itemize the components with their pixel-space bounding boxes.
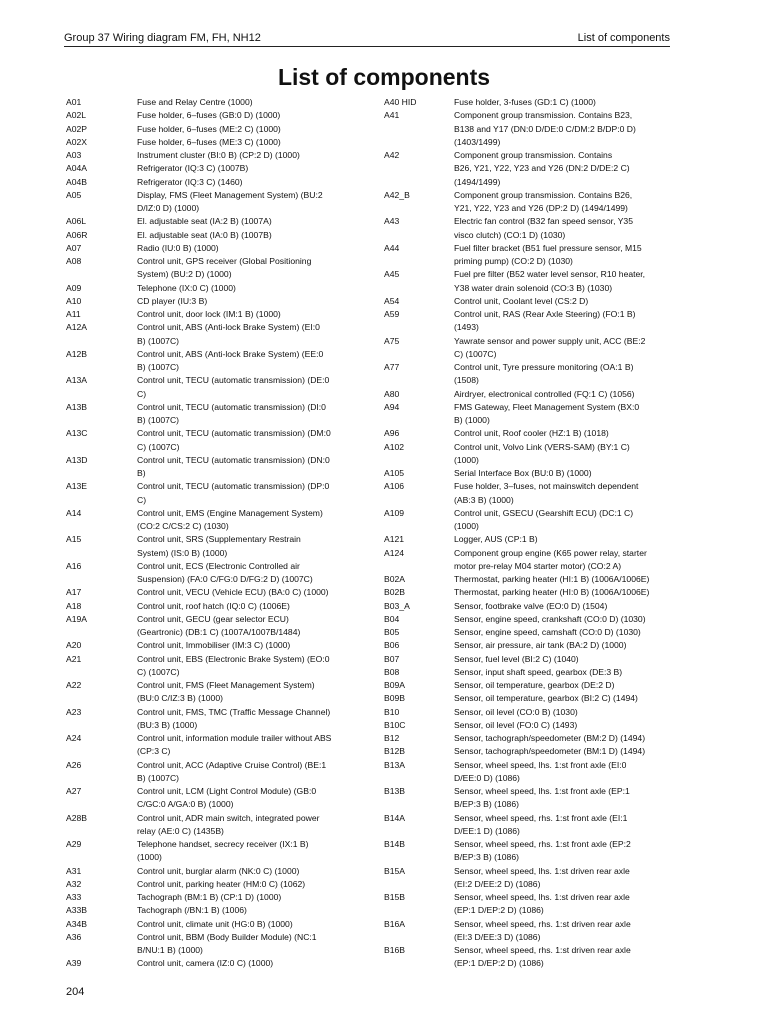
component-description: Control unit, burglar alarm (NK:0 C) (1000) [137,865,300,876]
header-title: Group 37 Wiring diagram FM, FH, NH12 [64,32,261,44]
component-entry [66,600,366,613]
component-description: Control unit, Volvo Link (VERS-SAM) (BY:1 C) (1000) [454,441,630,465]
component-description: Telephone handset, secrecy receiver (IX:1 B) (1000) [137,839,309,863]
component-description: Electric fan control (B32 fan speed sensor, Y35 visco clutch) (CO:1 D) (1030) [454,216,633,240]
component-description: Thermostat, parking heater (HI:1 B) (1006A/1006E) [454,574,650,584]
component-description: Refrigerator (IQ:3 C) (1007B) [137,163,249,174]
component-code: B15A [384,865,406,876]
component-entry [384,361,684,388]
component-code: B07 [384,653,400,664]
component-code: B16B [384,945,406,955]
component-code: A23 [66,706,82,717]
component-code: B10 [384,706,400,717]
components-list-right [384,96,684,971]
component-entry [384,918,684,945]
component-description: Control unit, ECS (Electronic Controlled air Suspension) (FA:0 C/FG:0 D/FG:2 D) (1007C) [137,560,313,584]
component-code: A45 [384,269,400,280]
component-code: B13B [384,786,406,796]
component-code: A26 [66,759,82,770]
component-description: Control unit, climate unit (HG:0 B) (1000) [137,918,293,929]
component-description: Thermostat, parking heater (HI:0 B) (1006A/1006E) [454,587,650,598]
component-description: Control unit, information module trailer without ABS (CP:3 C) [137,733,332,757]
component-entry [66,904,366,917]
component-entry [66,454,366,481]
component-description: Sensor, input shaft speed, gearbox (DE:3 B) [454,666,623,677]
component-description: Sensor, wheel speed, rhs. 1:st driven rear axle (EP:1 D/EP:2 D) (1086) [454,945,631,969]
component-code: B16A [384,918,406,929]
component-description: Sensor, wheel speed, rhs. 1:st front axle (EP:2 B/EP:3 B) (1086) [454,839,631,863]
component-code: A01 [66,97,82,107]
component-description: Control unit, TECU (automatic transmission) (DI:0 B) (1007C) [137,401,326,425]
component-description: Sensor, engine speed, camshaft (CO:0 D) (1030) [454,627,641,637]
component-code: A77 [384,362,400,372]
component-code: A13A [66,375,88,386]
component-code: A11 [66,309,81,319]
component-entry [66,560,366,587]
component-code: A109 [384,507,405,518]
component-code: A59 [384,309,400,319]
component-description: Component group transmission. Contains B26, Y21, Y22, Y23 and Y26 (DP:2 D) (1494/1499) [454,189,633,213]
component-entry [66,653,366,680]
component-entry [66,215,366,228]
component-entry [66,812,366,839]
component-entry [384,692,684,705]
component-description: Fuse holder, 6–fuses (GB:0 D) (1000) [137,110,281,121]
component-code: B15B [384,892,406,902]
component-code: A40 HID [384,97,417,107]
component-description: Control unit, door lock (IM:1 B) (1000) [137,309,281,319]
component-entry [66,123,366,136]
component-description: Sensor, tachograph/speedometer (BM:2 D) (1494) [454,733,646,743]
component-entry [384,96,684,109]
component-description: Control unit, TECU (automatic transmission) (DN:0 B) [137,454,330,478]
component-code: A32 [66,878,82,889]
component-code: A105 [384,468,405,478]
component-description: Control unit, GECU (gear selector ECU) (Geartronic) (DB:1 C) (1007A/1007B/1484) [137,613,301,637]
component-code: A44 [384,242,400,253]
component-code: A13C [66,428,88,439]
component-code: A15 [66,534,82,545]
component-description: El. adjustable seat (IA:0 B) (1007B) [137,229,272,240]
component-entry [66,348,366,375]
component-description: Sensor, tachograph/speedometer (BM:1 D) (1494) [454,746,646,757]
component-entry [384,268,684,295]
component-code: A28B [66,812,88,823]
component-entry [66,136,366,149]
component-code: A12A [66,322,88,333]
component-entry [384,427,684,440]
component-code: A13E [66,481,88,492]
component-entry [384,944,684,971]
component-entry [66,957,366,970]
component-entry [384,149,684,189]
component-code: A124 [384,547,405,558]
component-code: A10 [66,295,82,306]
component-description: Telephone (IX:0 C) (1000) [137,282,236,293]
component-description: Refrigerator (IQ:3 C) (1460) [137,176,243,187]
component-code: A02L [66,110,87,121]
component-description: Control unit, ABS (Anti-lock Brake System) (EI:0 B) (1007C) [137,322,320,346]
component-description: Sensor, engine speed, crankshaft (CO:0 D) (1030) [454,613,646,624]
component-description: Control unit, FMS, TMC (Traffic Message Channel) (BU:3 B) (1000) [137,706,331,730]
component-description: Sensor, wheel speed, lhs. 1:st front axle (EI:0 D/EE:0 D) (1086) [454,759,627,783]
component-code: A75 [384,335,400,346]
component-code: A39 [66,958,82,969]
component-code: A42_B [384,189,410,200]
component-description: Control unit, GPS receiver (Global Positioning System) (BU:2 D) (1000) [137,256,312,280]
component-entry [384,388,684,401]
component-description: Control unit, ACC (Adaptive Cruise Control) (BE:1 B) (1007C) [137,759,327,783]
component-code: A06L [66,216,87,227]
component-entry [384,706,684,719]
component-entry [66,374,366,401]
component-description: Display, FMS (Fleet Management System) (BU:2 D/IZ:0 D) (1000) [137,189,323,213]
component-code: B08 [384,666,400,677]
component-description: Sensor, oil level (CO:0 B) (1030) [454,706,578,717]
component-entry [66,891,366,904]
component-description: Component group transmission. Contains B23, B138 and Y17 (DN:0 D/DE:0 C/DM:2 B/DP:0 D) (1403/1499) [454,110,636,147]
component-entry [66,732,366,759]
component-description: Airdryer, electronical controlled (FQ:1 C) (1056) [454,388,635,399]
component-entry [66,109,366,122]
page-title: List of components [277,64,491,90]
component-description: Control unit, TECU (automatic transmission) (DE:0 C) [137,375,330,399]
component-code: A106 [384,481,405,492]
component-entry [66,533,366,560]
component-entry [384,547,684,574]
component-code: A27 [66,786,82,796]
component-description: Control unit, SRS (Supplementary Restrain System) (IS:0 B) (1000) [137,534,301,558]
component-description: Sensor, air pressure, air tank (BA:2 D) (1000) [454,640,627,651]
component-description: Control unit, Immobiliser (IM:3 C) (1000) [137,640,291,651]
component-code: A36 [66,931,82,942]
component-description: Control unit, EBS (Electronic Brake System) (EO:0 C) (1007C) [137,653,330,677]
component-code: B05 [384,627,400,637]
component-entry [384,441,684,468]
component-entry [384,759,684,786]
component-entry [384,732,684,745]
component-code: A19A [66,613,88,624]
component-description: Sensor, oil temperature, gearbox (BI:2 C) (1494) [454,693,638,704]
component-description: Tachograph (BM:1 B) (CP:1 D) (1000) [137,892,282,902]
component-code: A121 [384,534,405,545]
component-entry [384,189,684,216]
component-description: Yawrate sensor and power supply unit, ACC (BE:2 C) (1007C) [454,335,646,359]
component-code: A29 [66,839,82,849]
component-description: Control unit, ABS (Anti-lock Brake System) (EE:0 B) (1007C) [137,348,324,372]
component-description: Sensor, oil temperature, gearbox (DE:2 D) [454,680,615,690]
component-code: B09A [384,680,406,690]
component-entry [384,639,684,652]
component-description: Fuse holder, 3–fuses, not mainswitch dependent (AB:3 B) (1000) [454,481,639,505]
page-number: 204 [66,986,85,998]
component-code: A05 [66,189,82,200]
component-description: Sensor, wheel speed, rhs. 1:st driven rear axle (EI:3 D/EE:3 D) (1086) [454,918,631,942]
component-description: Fuse and Relay Centre (1000) [137,97,253,107]
component-code: A07 [66,242,82,253]
component-description: Fuse holder, 3-fuses (GD:1 C) (1000) [454,97,596,107]
component-entry [384,838,684,865]
component-entry [66,480,366,507]
page-header [64,30,670,47]
component-entry [66,427,366,454]
component-entry [66,865,366,878]
component-description: CD player (IU:3 B) [137,295,208,306]
component-entry [384,626,684,639]
component-entry [66,931,366,958]
component-entry [66,586,366,599]
component-description: Tachograph (/BN:1 B) (1006) [137,905,247,916]
component-description: Sensor, wheel speed, lhs. 1:st front axle (EP:1 B/EP:3 B) (1086) [454,786,630,810]
component-description: Fuse holder, 6–fuses (ME:2 C) (1000) [137,123,281,134]
component-entry [384,308,684,335]
component-entry [384,785,684,812]
component-entry [384,719,684,732]
component-entry [384,480,684,507]
component-code: B02A [384,574,406,584]
component-entry [66,785,366,812]
component-description: Control unit, ADR main switch, integrated power relay (AE:0 C) (1435B) [137,812,320,836]
component-description: Control unit, TECU (automatic transmission) (DP:0 C) [137,481,330,505]
component-code: A24 [66,733,82,743]
component-entry [66,162,366,175]
component-description: Control unit, parking heater (HM:0 C) (1062) [137,878,306,889]
component-entry [66,679,366,706]
component-description: Sensor, wheel speed, lhs. 1:st driven rear axle (EI:2 D/EE:2 D) (1086) [454,865,630,889]
component-description: Fuel filter bracket (B51 fuel pressure sensor, M15 priming pump) (CO:2 D) (1030) [454,242,642,266]
component-entry [384,613,684,626]
component-entry [384,467,684,480]
component-entry [384,215,684,242]
component-code: A16 [66,560,82,571]
component-entry [384,891,684,918]
component-entry [384,865,684,892]
component-description: Control unit, EMS (Engine Management System) (CO:2 C/CS:2 C) (1030) [137,507,323,531]
component-entry [384,653,684,666]
component-entry [66,838,366,865]
component-description: Control unit, roof hatch (IQ:0 C) (1006E) [137,600,290,611]
component-code: A09 [66,282,82,293]
component-code: B14B [384,839,406,849]
component-entry [66,176,366,189]
component-entry [66,282,366,295]
component-entry [66,706,366,733]
component-code: A42 [384,150,400,160]
component-code: A04A [66,163,88,174]
component-description: Control unit, TECU (automatic transmission) (DM:0 C) (1007C) [137,428,331,452]
component-code: A13D [66,454,88,465]
component-description: Component group engine (K65 power relay, starter motor pre-relay M04 starter motor) (CO:2 A) [454,547,647,571]
component-entry [384,109,684,149]
component-code: A13B [66,401,88,412]
component-code: A22 [66,680,82,690]
component-description: Sensor, wheel speed, rhs. 1:st front axle (EI:1 D/EE:1 D) (1086) [454,812,628,836]
component-entry [384,533,684,546]
component-description: Serial Interface Box (BU:0 B) (1000) [454,468,592,478]
component-code: A03 [66,150,82,160]
component-code: B09B [384,693,406,704]
components-list-left [66,96,366,971]
component-code: A21 [66,653,82,664]
component-entry [66,149,366,162]
component-description: Control unit, BBM (Body Builder Module) (NC:1 B/NU:1 B) (1000) [137,931,317,955]
component-code: B04 [384,613,400,624]
component-code: B06 [384,640,400,651]
component-code: A80 [384,388,400,399]
component-entry [384,600,684,613]
component-entry [66,96,366,109]
component-entry [66,507,366,534]
component-description: Sensor, footbrake valve (EO:0 D) (1504) [454,600,608,611]
component-entry [66,255,366,282]
component-description: Control unit, GSECU (Gearshift ECU) (DC:1 C) (1000) [454,507,634,531]
component-entry [384,666,684,679]
component-description: Control unit, Roof cooler (HZ:1 B) (1018) [454,428,609,439]
component-entry [66,321,366,348]
component-entry [384,401,684,428]
component-code: B03_A [384,600,410,611]
component-description: Control unit, LCM (Light Control Module) (GB:0 C/GC:0 A/GA:0 B) (1000) [137,786,317,810]
component-code: A06R [66,229,88,240]
component-entry [66,759,366,786]
component-code: A12B [66,348,88,359]
component-entry [384,573,684,586]
component-entry [66,229,366,242]
component-code: A94 [384,401,400,412]
component-description: Sensor, oil level (FO:0 C) (1493) [454,719,578,730]
component-entry [66,189,366,216]
component-code: A17 [66,587,82,598]
component-code: A18 [66,600,82,611]
component-code: A41 [384,110,400,121]
component-code: A54 [384,295,400,306]
component-code: B13A [384,759,406,770]
component-description: Sensor, wheel speed, lhs. 1:st driven rear axle (EP:1 D/EP:2 D) (1086) [454,892,630,916]
component-description: Fuse holder, 6–fuses (ME:3 C) (1000) [137,136,281,147]
component-entry [384,507,684,534]
component-code: A31 [66,865,82,876]
component-entry [384,745,684,758]
component-code: A02P [66,123,88,134]
component-entry [384,242,684,269]
component-code: A02X [66,136,88,147]
component-entry [384,295,684,308]
component-entry [66,639,366,652]
component-entry [66,401,366,428]
component-entry [384,335,684,362]
component-description: Control unit, camera (IZ:0 C) (1000) [137,958,274,969]
component-code: A14 [66,507,82,518]
component-description: Control unit, FMS (Fleet Management System) (BU:0 C/IZ:3 B) (1000) [137,680,315,704]
component-code: A96 [384,428,400,439]
component-description: Instrument cluster (BI:0 B) (CP:2 D) (1000) [137,150,300,160]
component-entry [66,878,366,891]
component-description: FMS Gateway, Fleet Management System (BX:0 B) (1000) [454,401,640,425]
component-description: Control unit, Coolant level (CS:2 D) [454,295,589,306]
component-code: B12 [384,733,400,743]
component-code: B10C [384,719,406,730]
component-entry [384,586,684,599]
component-code: A43 [384,216,400,227]
component-code: B14A [384,812,406,823]
component-code: A04B [66,176,88,187]
component-code: A33 [66,892,82,902]
component-description: Control unit, RAS (Rear Axle Steering) (FO:1 B) (1493) [454,309,636,333]
component-description: Control unit, VECU (Vehicle ECU) (BA:0 C) (1000) [137,587,329,598]
component-code: B12B [384,746,406,757]
component-description: Sensor, fuel level (BI:2 C) (1040) [454,653,579,664]
component-code: A20 [66,640,82,651]
component-code: A08 [66,256,82,266]
component-description: Radio (IU:0 B) (1000) [137,242,219,253]
component-entry [66,295,366,308]
component-code: B02B [384,587,406,598]
component-entry [384,679,684,692]
component-description: Fuel pre filter (B52 water level sensor, R10 heater, Y38 water drain solenoid (CO:3 B) (1030) [454,269,646,293]
component-description: Logger, AUS (CP:1 B) [454,534,538,545]
component-entry [66,918,366,931]
header-section: List of components [577,32,670,44]
component-code: A33B [66,905,88,916]
component-code: A102 [384,441,405,452]
component-description: Component group transmission. Contains B26, Y21, Y22, Y23 and Y26 (DN:2 D/DE:2 C) (1494/1499) [454,150,630,187]
component-description: Control unit, Tyre pressure monitoring (OA:1 B) (1508) [454,362,634,386]
component-code: A34B [66,918,88,929]
component-entry [66,308,366,321]
component-description: El. adjustable seat (IA:2 B) (1007A) [137,216,272,227]
component-entry [384,812,684,839]
component-entry [66,613,366,640]
component-entry [66,242,366,255]
